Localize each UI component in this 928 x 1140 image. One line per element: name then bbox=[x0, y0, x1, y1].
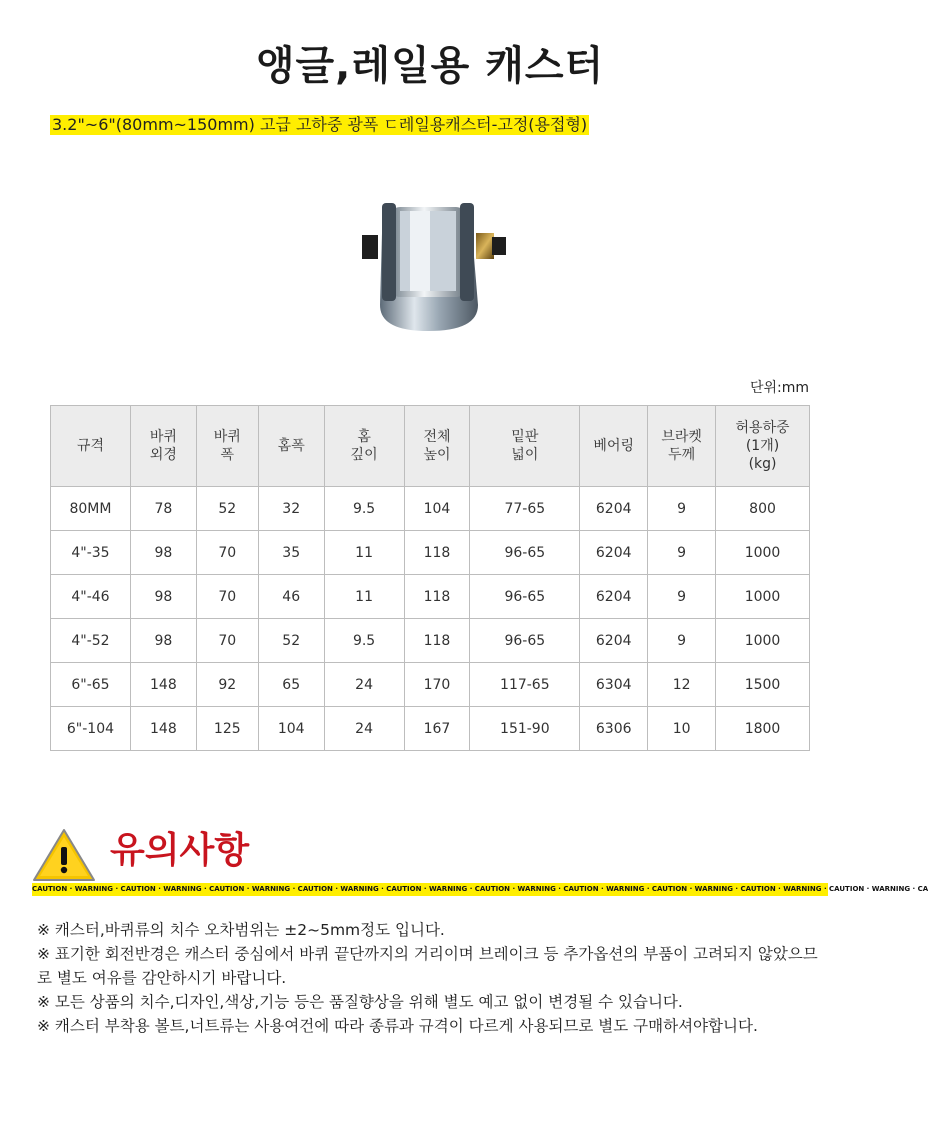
table-cell: 117-65 bbox=[470, 663, 580, 707]
note-item: ※ 캐스터,바퀴류의 치수 오차범위는 ±2~5mm정도 입니다. bbox=[37, 921, 445, 939]
table-cell: 96-65 bbox=[470, 531, 580, 575]
column-header: 베어링 bbox=[580, 406, 648, 487]
table-cell: 9 bbox=[648, 487, 716, 531]
table-cell: 35 bbox=[258, 531, 324, 575]
table-row bbox=[51, 575, 810, 619]
unit-label: 단위:mm bbox=[749, 380, 809, 396]
table-cell: 11 bbox=[324, 575, 404, 619]
table-cell: 6204 bbox=[580, 531, 648, 575]
table-cell: 125 bbox=[196, 707, 258, 751]
table-cell: 9.5 bbox=[324, 619, 404, 663]
table-cell: 98 bbox=[130, 531, 196, 575]
table-cell: 167 bbox=[404, 707, 470, 751]
column-header: 홈폭 bbox=[258, 406, 324, 487]
table-row bbox=[51, 663, 810, 707]
table-cell: 1000 bbox=[716, 575, 810, 619]
table-cell: 65 bbox=[258, 663, 324, 707]
column-header: 허용하중 (1개) (kg) bbox=[716, 406, 810, 487]
product-subtitle: 3.2"~6"(80mm~150mm) 고급 고하중 광폭 ㄷ레일용캐스터-고정(용접형) bbox=[52, 115, 588, 134]
table-row bbox=[51, 531, 810, 575]
caution-title: 유의사항 bbox=[110, 830, 250, 871]
table-cell: 118 bbox=[404, 575, 470, 619]
table-cell: 24 bbox=[324, 663, 404, 707]
column-header: 브라켓 두께 bbox=[648, 406, 716, 487]
table-cell: 52 bbox=[196, 487, 258, 531]
table-cell: 78 bbox=[130, 487, 196, 531]
table-cell: 70 bbox=[196, 575, 258, 619]
table-cell: 98 bbox=[130, 619, 196, 663]
table-cell: 104 bbox=[404, 487, 470, 531]
table-cell: 6204 bbox=[580, 575, 648, 619]
table-cell: 1000 bbox=[716, 531, 810, 575]
table-cell: 4"-35 bbox=[51, 531, 131, 575]
table-cell: 77-65 bbox=[470, 487, 580, 531]
caution-notes bbox=[37, 918, 827, 1038]
table-cell: 24 bbox=[324, 707, 404, 751]
table-row bbox=[51, 619, 810, 663]
table-cell: 104 bbox=[258, 707, 324, 751]
table-cell: 80MM bbox=[51, 487, 131, 531]
warning-triangle-icon bbox=[32, 825, 96, 885]
table-cell: 9 bbox=[648, 619, 716, 663]
table-cell: 96-65 bbox=[470, 575, 580, 619]
table-cell: 170 bbox=[404, 663, 470, 707]
caution-tape: CAUTION · WARNING · CAUTION · WARNING · CAUTION · WARNING · CAUTION · WARNING · CAUTION · WARNING · CAUTION · WARNING · CAUTION · WARNING · CAUTION · WARNING · CAUTION · WARNING · CAUTION · WARNING · CA bbox=[32, 883, 828, 896]
table-cell: 9 bbox=[648, 531, 716, 575]
caster-product-image bbox=[360, 193, 510, 333]
table-cell: 11 bbox=[324, 531, 404, 575]
table-cell: 6"-104 bbox=[51, 707, 131, 751]
note-item: ※ 캐스터 부착용 볼트,너트류는 사용여건에 따라 종류과 규격이 다르게 사용되므로 별도 구매하셔야합니다. bbox=[37, 1017, 758, 1035]
table-cell: 96-65 bbox=[470, 619, 580, 663]
note-item: ※ 모든 상품의 치수,디자인,색상,기능 등은 품질향상을 위해 별도 예고 없이 변경될 수 있습니다. bbox=[37, 993, 683, 1011]
table-cell: 6304 bbox=[580, 663, 648, 707]
table-cell: 46 bbox=[258, 575, 324, 619]
table-cell: 1800 bbox=[716, 707, 810, 751]
column-header: 밑판 넓이 bbox=[470, 406, 580, 487]
table-cell: 4"-52 bbox=[51, 619, 131, 663]
table-row bbox=[51, 707, 810, 751]
column-header: 홈 깊이 bbox=[324, 406, 404, 487]
table-body bbox=[51, 487, 810, 751]
note-item: ※ 표기한 회전반경은 캐스터 중심에서 바퀴 끝단까지의 거리이며 브레이크 등 추가옵션의 부품이 고려되지 않았으므로 별도 여유를 감안하시기 바랍니다. bbox=[37, 945, 818, 987]
table-cell: 6306 bbox=[580, 707, 648, 751]
table-cell: 151-90 bbox=[470, 707, 580, 751]
table-cell: 12 bbox=[648, 663, 716, 707]
table-cell: 92 bbox=[196, 663, 258, 707]
table-cell: 1500 bbox=[716, 663, 810, 707]
table-cell: 9.5 bbox=[324, 487, 404, 531]
table-cell: 800 bbox=[716, 487, 810, 531]
table-cell: 52 bbox=[258, 619, 324, 663]
table-cell: 1000 bbox=[716, 619, 810, 663]
column-header: 전체 높이 bbox=[404, 406, 470, 487]
table-cell: 4"-46 bbox=[51, 575, 131, 619]
column-header: 바퀴 폭 bbox=[196, 406, 258, 487]
table-cell: 32 bbox=[258, 487, 324, 531]
column-header: 규격 bbox=[51, 406, 131, 487]
table-cell: 6"-65 bbox=[51, 663, 131, 707]
table-cell: 6204 bbox=[580, 487, 648, 531]
table-cell: 148 bbox=[130, 663, 196, 707]
spec-table bbox=[50, 405, 810, 751]
table-cell: 118 bbox=[404, 531, 470, 575]
table-cell: 98 bbox=[130, 575, 196, 619]
table-cell: 6204 bbox=[580, 619, 648, 663]
table-cell: 70 bbox=[196, 531, 258, 575]
table-cell: 10 bbox=[648, 707, 716, 751]
table-cell: 148 bbox=[130, 707, 196, 751]
table-cell: 9 bbox=[648, 575, 716, 619]
page-title: 앵글,레일용 캐스터 bbox=[255, 43, 605, 89]
table-cell: 70 bbox=[196, 619, 258, 663]
table-row bbox=[51, 487, 810, 531]
table-header-row bbox=[51, 406, 810, 487]
column-header: 바퀴 외경 bbox=[130, 406, 196, 487]
table-cell: 118 bbox=[404, 619, 470, 663]
